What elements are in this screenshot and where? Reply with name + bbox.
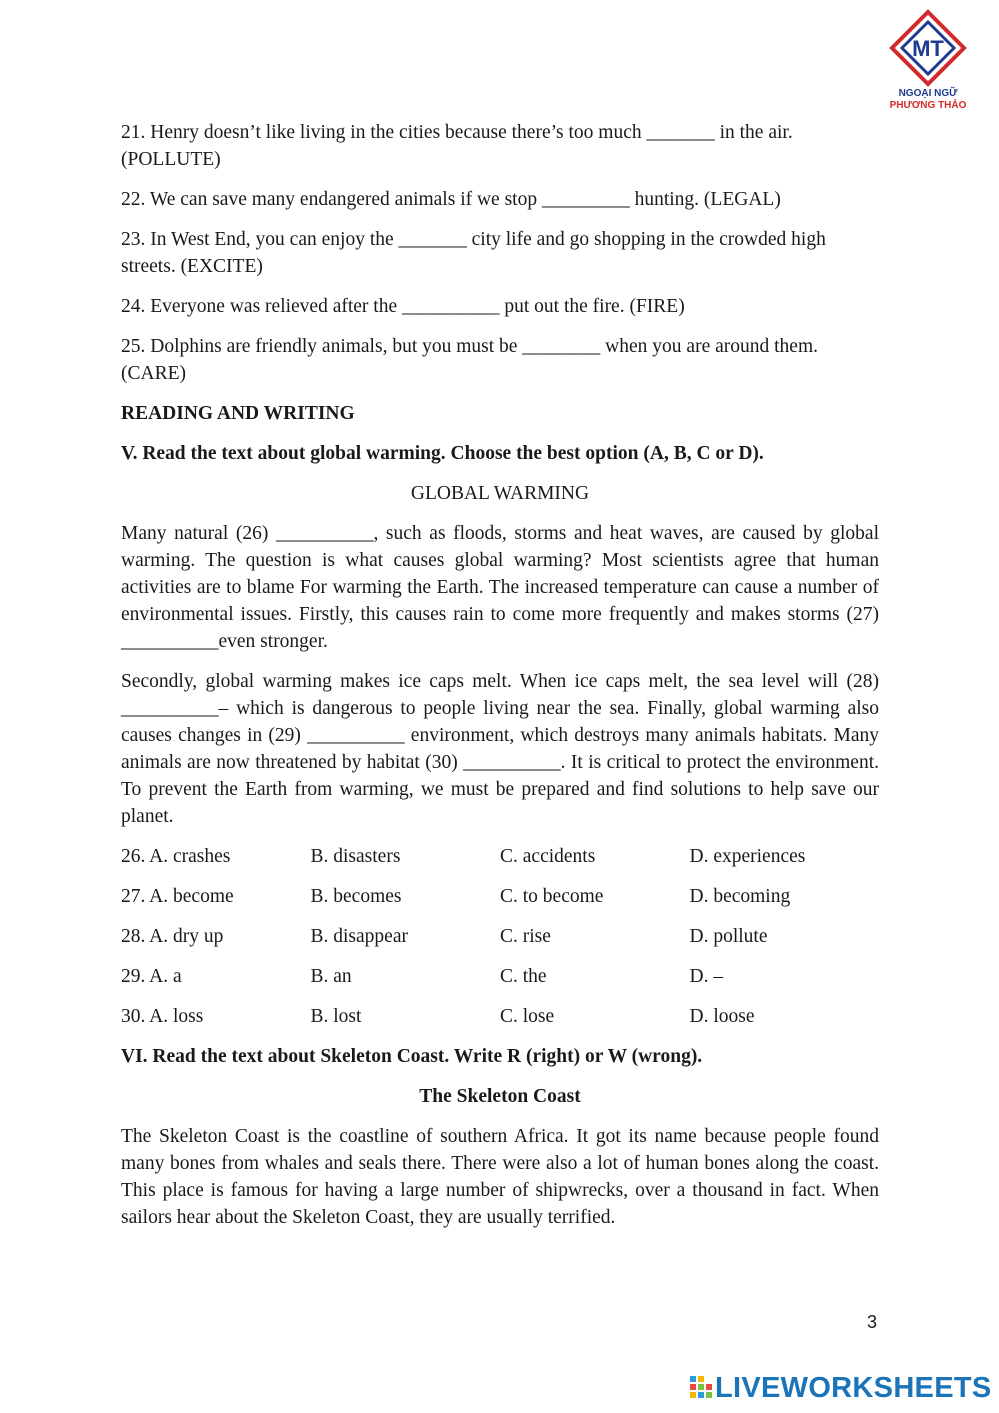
option-b[interactable]: B. lost (310, 1006, 362, 1027)
part-v-title: GLOBAL WARMING (410, 483, 590, 504)
option-d[interactable]: D. loose (689, 1006, 755, 1027)
option-b[interactable]: B. disappear (310, 926, 408, 947)
section-heading: READING AND WRITING (121, 403, 355, 424)
option-b[interactable]: B. disasters (310, 846, 401, 867)
question-25: 25. Dolphins are friendly animals, but you must be ________ when you are around them. (CARE) (121, 336, 818, 384)
option-c[interactable]: C. to become (500, 886, 604, 907)
options-row (121, 963, 879, 990)
logo-line-2: PHƯƠNG THẢO (889, 100, 967, 111)
option-c[interactable]: C. lose (500, 1006, 555, 1027)
part-vi-instruction: VI. Read the text about Skeleton Coast. Write R (right) or W (wrong). (121, 1046, 703, 1067)
liveworksheets-logo-icon (690, 1376, 712, 1400)
part-vi-paragraph: The Skeleton Coast is the coastline of southern Africa. It got its name because people found many bones from whales and seals there. There were also a lot of human bones along the coast. This place is famous for having a large number of shipwrecks, over a thousand in fact. When sailors hear about the Skeleton Coast, they are usually terrified. (121, 1126, 879, 1228)
brand-logo (880, 8, 976, 111)
options-row (121, 1003, 879, 1030)
part-v-paragraph-1: Many natural (26) __________, such as floods, storms and heat waves, are caused by global warming. The question is what causes global warming? Most scientists agree that human activities are to blame For warming the Earth. The increased temperature can cause a number of environmental issues. Firstly, this causes rain to come more frequently and makes storms (27) __________even stronger. (121, 523, 879, 652)
option-d[interactable]: D. pollute (689, 926, 768, 947)
option-a[interactable]: 29. A. a (121, 966, 182, 987)
option-c[interactable]: C. accidents (500, 846, 596, 867)
question-24: 24. Everyone was relieved after the __________ put out the fire. (FIRE) (121, 296, 685, 317)
options-row (121, 843, 879, 870)
option-a[interactable]: 27. A. become (121, 886, 234, 907)
question-22: 22. We can save many endangered animals if we stop _________ hunting. (LEGAL) (121, 189, 781, 210)
option-d[interactable]: D. becoming (689, 886, 791, 907)
option-a[interactable]: 26. A. crashes (121, 846, 231, 867)
page-number: 3 (867, 1312, 878, 1332)
question-23: 23. In West End, you can enjoy the _______ city life and go shopping in the crowded high streets. (EXCITE) (121, 229, 826, 277)
logo-monogram: MT (912, 36, 944, 61)
part-v-instruction: V. Read the text about global warming. Choose the best option (A, B, C or D). (121, 443, 764, 464)
part-vi-title: The Skeleton Coast (419, 1086, 581, 1107)
option-b[interactable]: B. becomes (310, 886, 402, 907)
liveworksheets-wordmark: LIVEWORKSHEETS (715, 1371, 992, 1404)
option-d[interactable]: D. – (689, 966, 724, 987)
part-v-paragraph-2: Secondly, global warming makes ice caps melt. When ice caps melt, the sea level will (28) __________– which is dangerous to people living near the sea. Finally, global warming also causes changes in (29) __________ environment, which destroys many animals habitats. Many animals are now threatened by habitat (30) __________. It is critical to protect the environment. To prevent the Earth from warming, we must be prepared and find solutions to help save our planet. (121, 671, 879, 827)
option-b[interactable]: B. an (310, 966, 352, 987)
option-a[interactable]: 30. A. loss (121, 1006, 204, 1027)
option-c[interactable]: C. rise (500, 926, 551, 947)
option-d[interactable]: D. experiences (689, 846, 806, 867)
worksheet-content (121, 119, 879, 1231)
logo-line-1: NGOẠI NGỮ (898, 88, 958, 99)
options-row (121, 883, 879, 910)
option-a[interactable]: 28. A. dry up (121, 926, 224, 947)
option-c[interactable]: C. the (500, 966, 547, 987)
question-21: 21. Henry doesn’t like living in the cities because there’s too much _______ in the air. (POLLUTE) (121, 122, 793, 170)
options-row (121, 923, 879, 950)
liveworksheets-footer (690, 1370, 992, 1406)
logo-emblem-icon (880, 8, 976, 88)
